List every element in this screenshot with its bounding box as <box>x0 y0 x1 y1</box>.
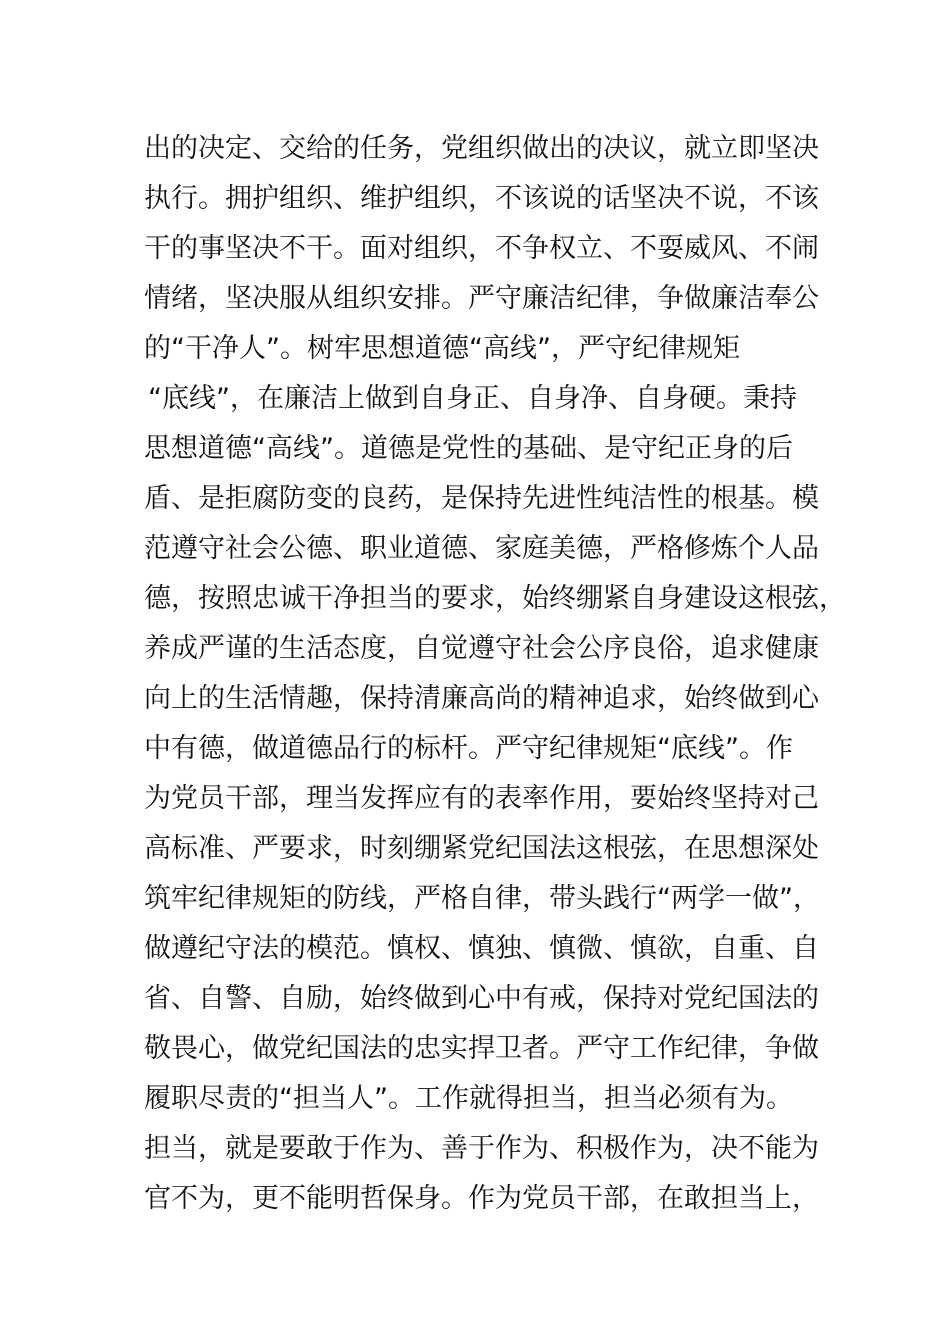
text-line-15: 高标准、严要求，时刻绷紧党纪国法这根弦，在思想深处 <box>144 833 819 864</box>
text-line-5: 的“干净人”。树牢思想道德“高线”，严守纪律规矩 <box>144 333 740 364</box>
text-line-21: 担当，就是要敢于作为、善于作为、积极作为，决不能为 <box>144 1133 819 1164</box>
text-line-6: “底线”，在廉洁上做到自身正、自身净、自身硬。秉持 <box>148 383 797 414</box>
body-paragraph <box>144 124 846 1224</box>
text-line-14: 为党员干部，理当发挥应有的表率作用，要始终坚持对己 <box>144 783 819 814</box>
text-line-3: 干的事坚决不干。面对组织，不争权立、不耍威风、不闹 <box>144 233 819 264</box>
text-line-18: 省、自警、自励，始终做到心中有戒，保持对党纪国法的 <box>144 983 819 1014</box>
text-line-19: 敬畏心，做党纪国法的忠实捍卫者。严守工作纪律，争做 <box>144 1033 819 1064</box>
text-line-10: 德，按照忠诚干净担当的要求，始终绷紧自身建设这根弦， <box>144 583 846 614</box>
text-line-11: 养成严谨的生活态度，自觉遵守社会公序良俗，追求健康 <box>144 633 819 664</box>
text-line-16: 筑牢纪律规矩的防线，严格自律，带头践行“两学一做”， <box>144 883 820 914</box>
text-line-9: 范遵守社会公德、职业道德、家庭美德，严格修炼个人品 <box>144 533 819 564</box>
text-line-8: 盾、是拒腐防变的良药，是保持先进性纯洁性的根基。模 <box>144 483 819 514</box>
text-line-17: 做遵纪守法的模范。慎权、慎独、慎微、慎欲，自重、自 <box>144 933 819 964</box>
text-line-4: 情绪，坚决服从组织安排。严守廉洁纪律，争做廉洁奉公 <box>144 283 819 314</box>
text-line-22: 官不为，更不能明哲保身。作为党员干部，在敢担当上， <box>144 1183 819 1214</box>
text-line-2: 执行。拥护组织、维护组织，不该说的话坚决不说，不该 <box>144 183 819 214</box>
text-line-20: 履职尽责的“担当人”。工作就得担当，担当必须有为。 <box>144 1083 793 1114</box>
text-line-7: 思想道德“高线”。道德是党性的基础、是守纪正身的后 <box>144 433 793 464</box>
text-line-13: 中有德，做道德品行的标杆。严守纪律规矩“底线”。作 <box>144 733 793 764</box>
text-line-12: 向上的生活情趣，保持清廉高尚的精神追求，始终做到心 <box>144 683 819 714</box>
text-line-1: 出的决定、交给的任务，党组织做出的决议，就立即坚决 <box>144 133 819 164</box>
